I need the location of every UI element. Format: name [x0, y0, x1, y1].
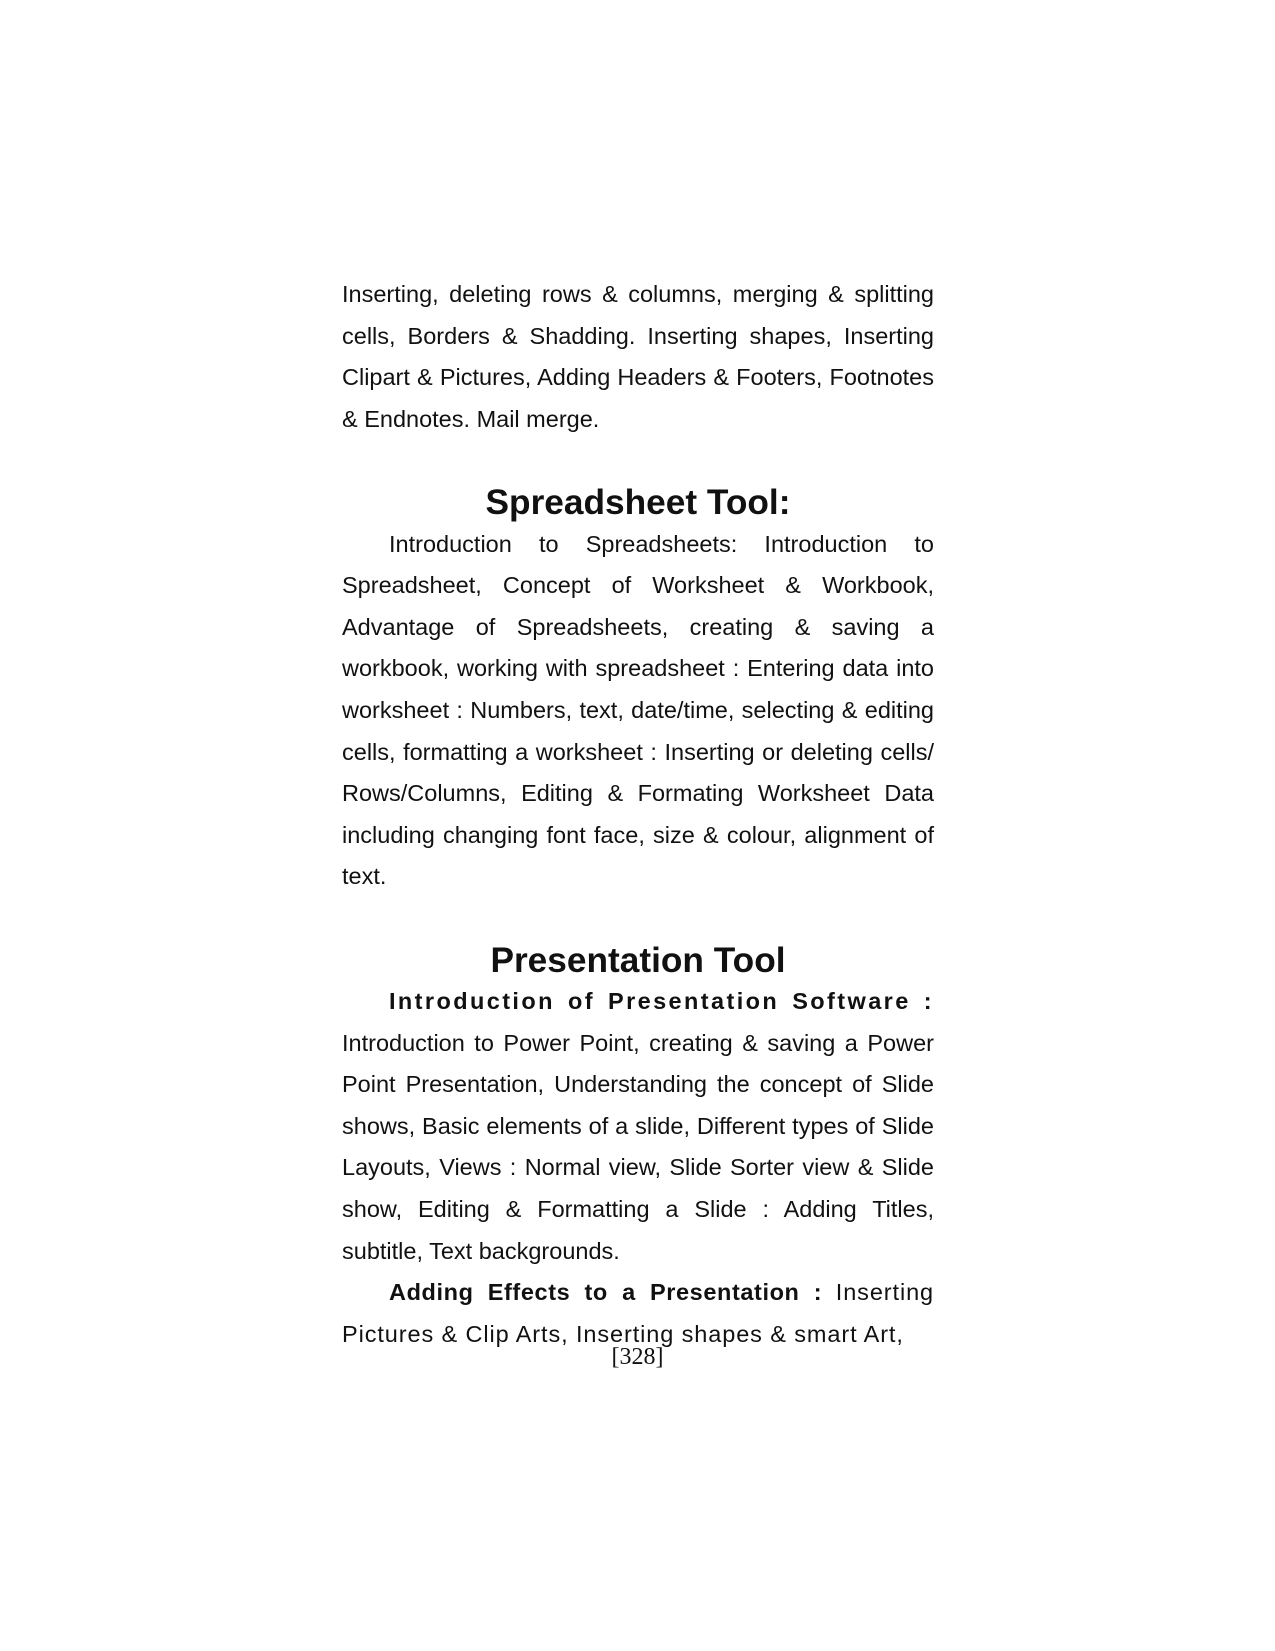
presentation-intro-lead: Introduction of Presentation Software :	[389, 988, 934, 1015]
presentation-intro-paragraph	[342, 981, 934, 1272]
page-number: [328]	[611, 1344, 664, 1370]
section-gap	[342, 440, 934, 482]
presentation-intro-body: Introduction to Power Point, creating & saving a Power Point Presentation, Understanding the concept of Slide shows, Basic elements of a slide, Different types of Slide Layouts, Views : Normal view, Slide Sorter view & Slide show, Editing & Formatting a Slide : Adding Titles, subtitle, Text backgrounds.	[342, 1029, 934, 1264]
spreadsheet-heading: Spreadsheet Tool:	[485, 482, 791, 522]
spreadsheet-paragraph: Introduction to Spreadsheets: Introduction to Spreadsheet, Concept of Worksheet & Workbook, Advantage of Spreadsheets, creating & saving a workbook, working with spreadsheet : Entering data into worksheet : Numbers, text, date/time, selecting & editing cells, formatting a worksheet : Inserting or deleting cells/ Rows/Columns, Editing & Formating Worksheet Data including changing font face, size & colour, alignment of text.	[342, 530, 934, 890]
page-content	[342, 274, 934, 1355]
presentation-effects-lead: Adding Effects to a Presentation :	[389, 1279, 823, 1306]
continuation-paragraph: Inserting, deleting rows & columns, merging & splitting cells, Borders & Shadding. Inserting shapes, Inserting Clipart & Pictures, Adding Headers & Footers, Footnotes & Endnotes. Mail merge.	[342, 281, 934, 432]
presentation-effects-body: Inserting Pictures & Clip Arts, Inserting shapes & smart Art,	[342, 1279, 935, 1347]
section-gap	[342, 898, 934, 940]
presentation-heading: Presentation Tool	[490, 940, 786, 980]
